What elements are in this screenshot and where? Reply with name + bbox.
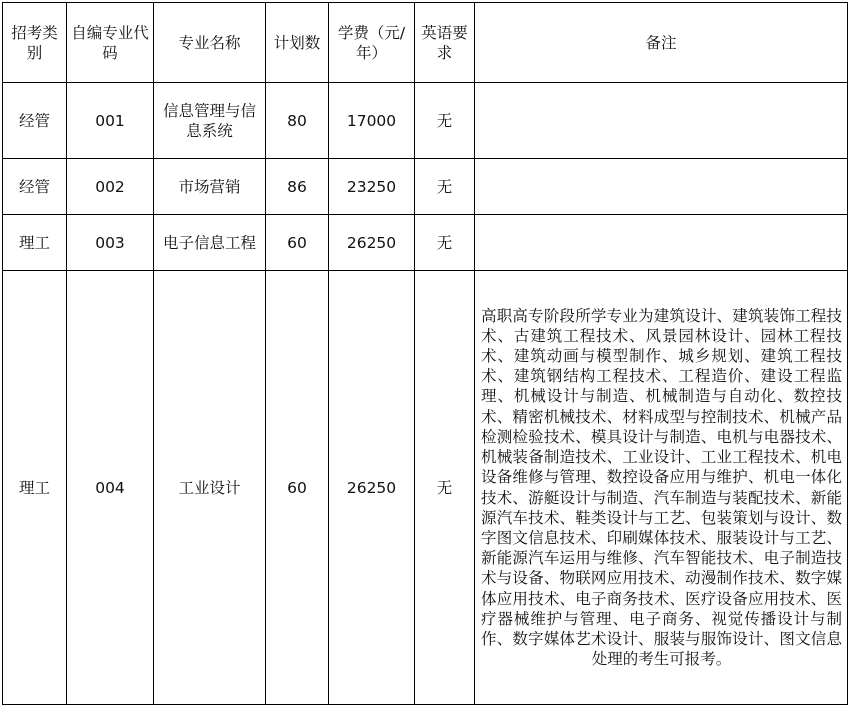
header-category: 招考类别 xyxy=(3,3,67,83)
header-plan: 计划数 xyxy=(266,3,329,83)
cell-major: 信息管理与信息系统 xyxy=(154,83,266,159)
header-code: 自编专业代码 xyxy=(67,3,154,83)
header-english: 英语要求 xyxy=(415,3,475,83)
header-tuition: 学费（元/年） xyxy=(329,3,415,83)
cell-notes xyxy=(475,83,848,159)
cell-notes xyxy=(475,159,848,215)
header-notes: 备注 xyxy=(475,3,848,83)
cell-english: 无 xyxy=(415,215,475,271)
cell-tuition: 26250 xyxy=(329,215,415,271)
cell-plan: 80 xyxy=(266,83,329,159)
admissions-table xyxy=(2,2,848,705)
cell-category: 经管 xyxy=(3,83,67,159)
cell-major: 电子信息工程 xyxy=(154,215,266,271)
cell-notes: 高职高专阶段所学专业为建筑设计、建筑装饰工程技术、古建筑工程技术、风景园林设计、园林工程技术、建筑动画与模型制作、城乡规划、建筑工程技术、建筑钢结构工程技术、工程造价、建设工程监理、机械设计与制造、机械制造与自动化、数控技术、精密机械技术、材料成型与控制技术、机械产品检测检验技术、模具设计与制造、电机与电器技术、机械装备制造技术、工业设计、工业工程技术、机电设备维修与管理、数控设备应用与维护、机电一体化技术、游艇设计与制造、汽车制造与装配技术、新能源汽车技术、鞋类设计与工艺、包装策划与设计、数字图文信息技术、印刷媒体技术、服装设计与工艺、新能源汽车运用与维修、汽车智能技术、电子制造技术与设备、物联网应用技术、动漫制作技术、数字媒体应用技术、电子商务技术、医疗设备应用技术、医疗器械维护与管理、电子商务、视觉传播设计与制作、数字媒体艺术设计、服装与服饰设计、图文信息处理的考生可报考。 xyxy=(475,271,848,705)
cell-major: 市场营销 xyxy=(154,159,266,215)
table-row xyxy=(3,271,848,705)
table-row xyxy=(3,215,848,271)
table-row xyxy=(3,83,848,159)
cell-code: 002 xyxy=(67,159,154,215)
cell-major: 工业设计 xyxy=(154,271,266,705)
cell-tuition: 23250 xyxy=(329,159,415,215)
cell-notes xyxy=(475,215,848,271)
cell-plan: 60 xyxy=(266,271,329,705)
cell-category: 理工 xyxy=(3,271,67,705)
cell-code: 001 xyxy=(67,83,154,159)
table-row xyxy=(3,159,848,215)
cell-plan: 86 xyxy=(266,159,329,215)
cell-english: 无 xyxy=(415,83,475,159)
header-row xyxy=(3,3,848,83)
cell-plan: 60 xyxy=(266,215,329,271)
cell-category: 理工 xyxy=(3,215,67,271)
cell-english: 无 xyxy=(415,271,475,705)
cell-tuition: 26250 xyxy=(329,271,415,705)
cell-code: 003 xyxy=(67,215,154,271)
header-major: 专业名称 xyxy=(154,3,266,83)
cell-tuition: 17000 xyxy=(329,83,415,159)
cell-category: 经管 xyxy=(3,159,67,215)
cell-code: 004 xyxy=(67,271,154,705)
cell-english: 无 xyxy=(415,159,475,215)
